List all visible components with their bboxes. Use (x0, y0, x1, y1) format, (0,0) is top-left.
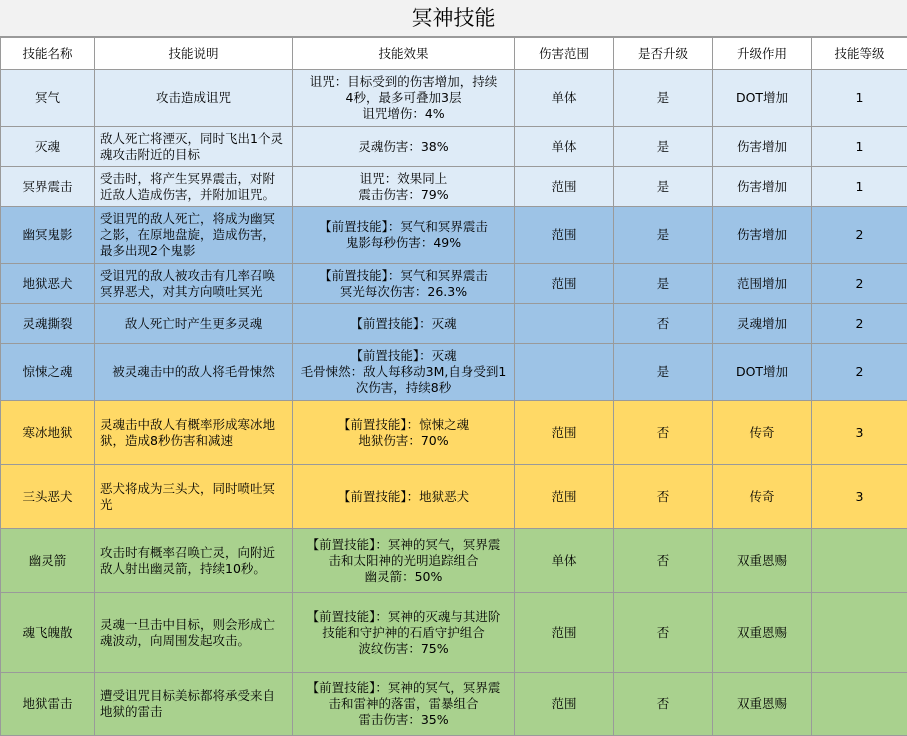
skill-desc-line: 攻击造成诅咒 (100, 90, 287, 106)
skill-effect (293, 401, 515, 465)
skill-desc-line: 魂攻击附近的目标 (100, 147, 287, 163)
skill-desc (95, 264, 293, 304)
skill-upgrade-use: 灵魂增加 (713, 304, 812, 344)
header-use: 升级作用 (713, 38, 812, 70)
table-row (1, 344, 907, 401)
skill-effect-line: 幽灵箭：50% (298, 569, 509, 585)
skill-range: 范围 (515, 167, 614, 207)
skill-effect-line: 冥光每次伤害：26.3% (298, 284, 509, 300)
skill-upgrade: 否 (614, 465, 713, 529)
skill-range: 范围 (515, 465, 614, 529)
skill-upgrade: 是 (614, 207, 713, 264)
table-row (1, 264, 907, 304)
skill-effect-line: 【前置技能】：惊悚之魂 (298, 417, 509, 433)
skill-desc-line: 近敌人造成伤害，并附加诅咒。 (100, 187, 287, 203)
skill-effect-line: 震击伤害：79% (298, 187, 509, 203)
table-row (1, 167, 907, 207)
skill-effect-line: 击和雷神的落雷，雷暴组合 (298, 696, 509, 712)
skill-level: 2 (812, 207, 907, 264)
table-row (1, 593, 907, 673)
skill-effect-line: 【前置技能】：冥神的冥气，冥界震 (298, 537, 509, 553)
skill-desc-line: 受诅咒的敌人被攻击有几率召唤 (100, 268, 287, 284)
skill-upgrade-use: 范围增加 (713, 264, 812, 304)
skill-level: 2 (812, 264, 907, 304)
skill-table (0, 37, 907, 736)
skill-name: 幽灵箭 (1, 529, 95, 593)
skill-upgrade-use: 伤害增加 (713, 127, 812, 167)
skill-effect-line: 诅咒增伤：4% (298, 106, 509, 122)
skill-desc (95, 529, 293, 593)
skill-upgrade-use: DOT增加 (713, 344, 812, 401)
skill-name: 地狱恶犬 (1, 264, 95, 304)
skill-range: 范围 (515, 207, 614, 264)
skill-upgrade: 是 (614, 344, 713, 401)
skill-upgrade-use: 伤害增加 (713, 207, 812, 264)
table-row (1, 465, 907, 529)
table-row (1, 673, 907, 736)
skill-desc-line: 遭受诅咒目标美标都将承受来自 (100, 688, 287, 704)
skill-name: 灭魂 (1, 127, 95, 167)
skill-range: 单体 (515, 127, 614, 167)
skill-range: 单体 (515, 529, 614, 593)
skill-name: 魂飞魄散 (1, 593, 95, 673)
skill-desc-line: 敌人死亡将湮灭，同时飞出1个灵 (100, 131, 287, 147)
skill-effect (293, 264, 515, 304)
skill-desc (95, 127, 293, 167)
skill-level: 2 (812, 344, 907, 401)
skill-upgrade: 是 (614, 167, 713, 207)
skill-desc-line: 恶犬将成为三头犬，同时喷吐冥 (100, 481, 287, 497)
header-row (1, 38, 907, 70)
skill-effect-line: 【前置技能】：灭魂 (298, 348, 509, 364)
skill-desc (95, 465, 293, 529)
skill-desc-line: 冥界恶犬，对其方向喷吐冥光 (100, 284, 287, 300)
skill-range: 范围 (515, 401, 614, 465)
table-row (1, 401, 907, 465)
skill-upgrade-use: 伤害增加 (713, 167, 812, 207)
skill-effect-line: 【前置技能】：地狱恶犬 (298, 489, 509, 505)
skill-effect-line: 次伤害，持续8秒 (298, 380, 509, 396)
table-row (1, 304, 907, 344)
skill-upgrade-use: DOT增加 (713, 70, 812, 127)
skill-desc-line: 敌人射出幽灵箭，持续10秒。 (100, 561, 287, 577)
skill-effect-line: 击和太阳神的光明追踪组合 (298, 553, 509, 569)
skill-level (812, 529, 907, 593)
skill-range (515, 344, 614, 401)
skill-upgrade: 否 (614, 401, 713, 465)
skill-desc (95, 673, 293, 736)
header-range: 伤害范围 (515, 38, 614, 70)
skill-name: 灵魂撕裂 (1, 304, 95, 344)
skill-desc-line: 受诅咒的敌人死亡，将成为幽冥 (100, 211, 287, 227)
table-row (1, 529, 907, 593)
skill-effect (293, 344, 515, 401)
skill-upgrade: 是 (614, 264, 713, 304)
skill-effect (293, 465, 515, 529)
skill-upgrade: 是 (614, 70, 713, 127)
skill-effect-line: 4秒，最多可叠加3层 (298, 90, 509, 106)
skill-upgrade-use: 传奇 (713, 465, 812, 529)
skill-name: 惊悚之魂 (1, 344, 95, 401)
skill-name: 三头恶犬 (1, 465, 95, 529)
skill-range: 单体 (515, 70, 614, 127)
skill-desc-line: 光 (100, 497, 287, 513)
skill-desc-line: 攻击时有概率召唤亡灵，向附近 (100, 545, 287, 561)
skill-level (812, 593, 907, 673)
table-row (1, 207, 907, 264)
skill-upgrade: 否 (614, 304, 713, 344)
skill-desc (95, 167, 293, 207)
skill-effect (293, 529, 515, 593)
table-row (1, 127, 907, 167)
skill-effect-line: 【前置技能】：冥神的冥气，冥界震 (298, 680, 509, 696)
skill-desc-line: 地狱的雷击 (100, 704, 287, 720)
skill-level (812, 673, 907, 736)
skill-desc-line: 狱，造成8秒伤害和减速 (100, 433, 287, 449)
header-upgrade: 是否升级 (614, 38, 713, 70)
header-effect: 技能效果 (293, 38, 515, 70)
skill-level: 1 (812, 127, 907, 167)
skill-desc-line: 被灵魂击中的敌人将毛骨悚然 (100, 364, 287, 380)
skill-effect-line: 诅咒：效果同上 (298, 171, 509, 187)
skill-name: 幽冥鬼影 (1, 207, 95, 264)
skill-upgrade: 否 (614, 593, 713, 673)
skill-upgrade: 否 (614, 673, 713, 736)
skill-effect-line: 灵魂伤害：38% (298, 139, 509, 155)
skill-level: 3 (812, 465, 907, 529)
skill-level: 1 (812, 167, 907, 207)
page-title: 冥神技能 (0, 0, 907, 37)
skill-desc-line: 之影，在原地盘旋，造成伤害， (100, 227, 287, 243)
skill-level: 1 (812, 70, 907, 127)
skill-desc-line: 灵魂一旦击中目标，则会形成亡 (100, 617, 287, 633)
skill-effect-line: 诅咒：目标受到的伤害增加，持续 (298, 74, 509, 90)
skill-level: 2 (812, 304, 907, 344)
skill-desc (95, 344, 293, 401)
skill-effect-line: 毛骨悚然：敌人每移动3M,自身受到1 (298, 364, 509, 380)
skill-upgrade: 是 (614, 127, 713, 167)
skill-effect (293, 304, 515, 344)
header-name: 技能名称 (1, 38, 95, 70)
skill-effect (293, 167, 515, 207)
skill-name: 寒冰地狱 (1, 401, 95, 465)
skill-level: 3 (812, 401, 907, 465)
skill-effect (293, 593, 515, 673)
skill-effect-line: 【前置技能】：冥神的灭魂与其进阶 (298, 609, 509, 625)
skill-effect-line: 【前置技能】：冥气和冥界震击 (298, 219, 509, 235)
skill-name: 地狱雷击 (1, 673, 95, 736)
skill-desc-line: 魂波动，向周围发起攻击。 (100, 633, 287, 649)
skill-effect-line: 波纹伤害：75% (298, 641, 509, 657)
skill-effect-line: 鬼影每秒伤害：49% (298, 235, 509, 251)
skill-range: 范围 (515, 673, 614, 736)
skill-effect (293, 673, 515, 736)
skill-range: 范围 (515, 593, 614, 673)
header-desc: 技能说明 (95, 38, 293, 70)
skill-upgrade-use: 双重恩赐 (713, 529, 812, 593)
header-level: 技能等级 (812, 38, 907, 70)
skill-desc (95, 207, 293, 264)
skill-desc (95, 593, 293, 673)
skill-effect-line: 技能和守护神的石盾守护组合 (298, 625, 509, 641)
skill-desc (95, 70, 293, 127)
skill-upgrade: 否 (614, 529, 713, 593)
skill-desc-line: 受击时，将产生冥界震击，对附 (100, 171, 287, 187)
skill-name: 冥气 (1, 70, 95, 127)
skill-range (515, 304, 614, 344)
skill-upgrade-use: 双重恩赐 (713, 593, 812, 673)
skill-effect-line: 【前置技能】：灭魂 (298, 316, 509, 332)
skill-effect-line: 雷击伤害：35% (298, 712, 509, 728)
table-row (1, 70, 907, 127)
skill-effect (293, 70, 515, 127)
skill-desc-line: 敌人死亡时产生更多灵魂 (100, 316, 287, 332)
skill-desc-line: 最多出现2个鬼影 (100, 243, 287, 259)
skill-range: 范围 (515, 264, 614, 304)
skill-desc (95, 304, 293, 344)
skill-upgrade-use: 传奇 (713, 401, 812, 465)
skill-desc-line: 灵魂击中敌人有概率形成寒冰地 (100, 417, 287, 433)
skill-effect (293, 127, 515, 167)
skill-effect (293, 207, 515, 264)
skill-effect-line: 地狱伤害：70% (298, 433, 509, 449)
skill-upgrade-use: 双重恩赐 (713, 673, 812, 736)
skill-effect-line: 【前置技能】：冥气和冥界震击 (298, 268, 509, 284)
skill-name: 冥界震击 (1, 167, 95, 207)
skill-desc (95, 401, 293, 465)
